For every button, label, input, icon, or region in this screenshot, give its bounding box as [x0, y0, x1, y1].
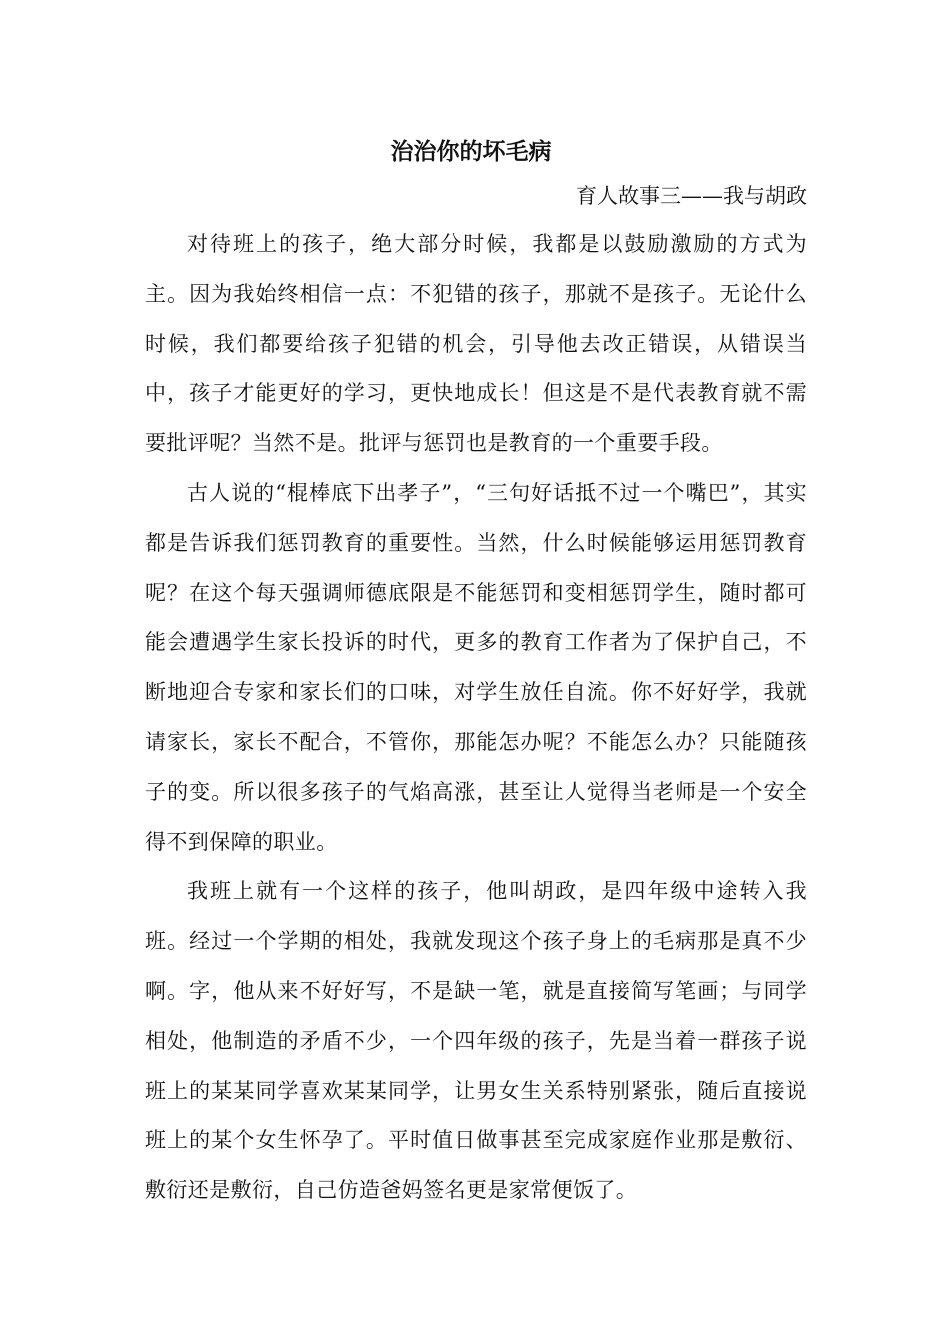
document-title: 治治你的坏毛病 [390, 138, 552, 165]
paragraph-1: 对待班上的孩子，绝大部分时候，我都是以鼓励激励的方式为主。因为我始终相信一点：不犯错的孩子，那就不是孩子。无论什么时候，我们都要给孩子犯错的机会，引导他去改正错误，从错误当中，孩子才能更好的学习，更快地成长！但这是不是代表教育就不需要批评呢？当然不是。批评与惩罚也是教育的一个重要手段。 [145, 232, 807, 456]
paragraph-3: 我班上就有一个这样的孩子，他叫胡政，是四年级中途转入我班。经过一个学期的相处，我就发现这个孩子身上的毛病那是真不少啊。字，他从来不好好写，不是缺一笔，就是直接简写笔画；与同学相处，他制造的矛盾不少，一个四年级的孩子，先是当着一群孩子说班上的某某同学喜欢某某同学，让男女生关系特别紧张，随后直接说班上的某个女生怀孕了。平时值日做事甚至完成家庭作业那是敷衍、敷衍还是敷衍，自己仿造爸妈签名更是家常便饭了。 [145, 879, 807, 1203]
document-page [145, 130, 807, 1216]
paragraph-2: 古人说的“棍棒底下出孝子”，“三句好话抵不过一个嘴巴”，其实都是告诉我们惩罚教育的重要性。当然，什么时候能够运用惩罚教育呢？在这个每天强调师德底限是不能惩罚和变相惩罚学生，随时都可能会遭遇学生家长投诉的时代，更多的教育工作者为了保护自己，不断地迎合专家和家长们的口味，对学生放任自流。你不好好学，我就请家长，家长不配合，不管你，那能怎办呢？不能怎么办？只能随孩子的变。所以很多孩子的气焰高涨，甚至让人觉得当老师是一个安全得不到保障的职业。 [145, 480, 807, 854]
document-subtitle: 育人故事三——我与胡政 [576, 184, 807, 208]
